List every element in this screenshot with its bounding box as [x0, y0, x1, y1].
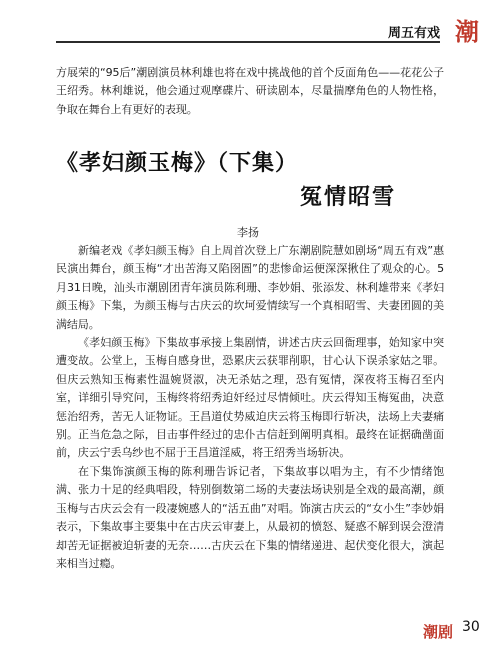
page-number: 30 [462, 619, 480, 635]
article-body [56, 242, 444, 573]
column-tag: 周五有戏 [387, 26, 440, 41]
article-title: 《孝妇颜玉梅》（下集） [56, 150, 299, 176]
article-subtitle: 冤情昭雪 [300, 184, 397, 210]
article-paragraph: 《孝妇颜玉梅》下集故事承接上集剧情，讲述古庆云回衙理事，始知家中突遭变故。公堂上，玉梅自感身世，恐累庆云获罪削职，甘心认下误杀家姑之罪。但庆云熟知玉梅素性温婉贤淑，决无杀姑之理，恐有冤情，深夜将玉梅召至内室，详细引导究问，玉梅终将绍秀迫奸经过尽情倾吐。庆云得知玉梅冤曲，决意惩治绍秀，苦无人证物证。王昌道仗势威迫庆云将玉梅即行斩决，法场上夫妻痛别。正当危急之际，目击事件经过的忠仆古信赶到阐明真相。最终在证据确凿面前，庆云宁丢乌纱也不屈于王昌道淫威，将王绍秀当场斩决。 [56, 336, 444, 460]
article-paragraph: 在下集饰演颜玉梅的陈利珊告诉记者，下集故事以唱为主，有不少情绪饱满、张力十足的经典唱段，特别倒数第二场的夫妻法场诀别是全戏的最高潮，颜玉梅与古庆云会有一段凄婉感人的“活五曲”对唱。饰演古庆云的“女小生”李妙娟表示，下集故事主要集中在古庆云审妻上，从最初的愤怒、疑惑不解到误会澄清却苦无证据被迫斩妻的无奈……古庆云在下集的情绪递进、起伏变化很大，演起来相当过瘾。 [56, 464, 444, 570]
chao-calligraphy-seal-icon [452, 16, 482, 46]
article-paragraph: 新编老戏《孝妇颜玉梅》自上周首次登上广东潮剧院慧如剧场“周五有戏”惠民演出舞台，颜玉梅“才出苦海又陷囹圄”的悲惨命运便深深揪住了观众的心。5月31日晚，汕头市潮剧团青年演员陈利珊、李妙娟、张添发、林利雄带来《孝妇颜玉梅》下集，为颜玉梅与古庆云的坎坷爱情续写一个真相昭雪、夫妻团圆的美满结局。 [56, 244, 444, 331]
intro-paragraph: 方展荣的“95后”潮剧演员林利雄也将在戏中挑战他的首个反面角色——花花公子王绍秀。林利雄说，他会通过观摩碟片、研读剧本，尽量揣摩角色的人物性格，争取在舞台上有更好的表现。 [56, 66, 444, 116]
footer-logo-text: 潮剧 [422, 623, 454, 641]
header-rule [56, 41, 440, 43]
header-logo-text: 潮 [455, 17, 479, 46]
author-name: 李扬 [237, 226, 259, 239]
theatre-brand-logo-icon [416, 621, 460, 641]
